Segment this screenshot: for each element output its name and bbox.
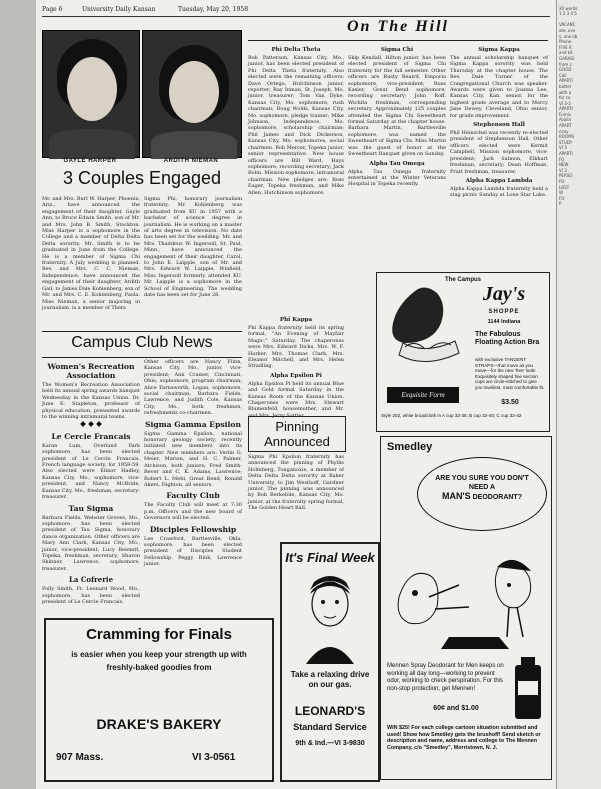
page-number: Page 6 [42,6,63,13]
drakes-ad-title: Cramming for Finals [86,626,232,643]
pk-title: Phi Kappa [279,317,313,323]
hill-column-1b: Phi Kappa Phi Kappa fraternity held its spring formal, "An Evening of Mayfair Magic," Saturday. The chaperones were Mrs. Edward Dicks, Mrs. W. F. Harker, Mrs. Thomas Clark, Mrs. Eleanor Mitchell, and Mrs. Helen Stradling. Alpha Epsilon Pi Alpha Epsilon Pi held its annual Blue and Gold formal Saturday in the Kansas Room of the Kansas Union. Chaperones were Mrs. Stewart Blumenfeld, housemother, and Mr. and Mrs. Jerry Sattler. [248,317,344,419]
ape-title: Alpha Epsilon Pi [270,372,322,379]
drakes-ad-store: DRAKE'S BAKERY [96,716,222,732]
tau-title: Tau Sigma [68,503,114,513]
lafe-title: La Cofrerie [68,575,114,585]
leonards-store: LEONARD'S [294,704,366,718]
club-news-headline: Campus Club News [71,334,213,351]
jays-campus-label: The Campus [444,277,481,283]
jays-style-line: Style 202, white broadcloth in A cup 32-36; B cup 32-40; C cup 32-42 [381,413,522,418]
df-title: Disciples Fellowship [149,524,237,534]
engaged-column-1: Mr. and Mrs. Burl W. Harper, Phoenix, Ariz., have announced the engagement of their daughter, Gayle Ann, to Bruce Edwin Smith, son of Mr. and Mrs. John B. Smith, Stockton. Miss Harper is a sophomore in the College and a member of Delta Delta Delta sorority. Mr. Smith is to be graduated in June from the College. He is a member of Sigma Chi fraternity. A July wedding is planned. Rev. and Mrs. C. C. Nieman, Independence, have announced the engagement of their daughter, Ardith Gail, to James Dale Kohlenberg, son of Mr. and Mrs. C. E. Kohlenberg, Paola. Miss Nieman, a senior majoring in journalism, is a member of Theta [42,196,140,311]
hill-column-3: Sigma Kappa The annual scholarship banquet of Sigma Kappa sorority was held Thursday at the chapter house. The Rev. Dale Turner of the Congregational Church was speaker. Awards were given to Joanna Lee, Kansas City, Kan. senior, for the highest grade average and to Mercy Jane Dewey, Cleveland, Ohio senior, for grade improvement. Stephenson Hall Phil Heinzchel was recently re-elected president of Stephenson Hall. Other officers elected were Kermit Campbell, Mission sophomore, vice-president; Jack Salmon, Elkhart freshman, secretary; Dean Hoffman, Pratt freshman, treasurer. Alpha Kappa Lambda Alpha Kappa Lambda fraternity held a stag picnic Sunday at Lone Star Lake. [450,47,548,199]
on-the-hill-headline: On The Hill [346,18,449,35]
speech-bubble [417,457,547,531]
sge-title: Sigma Gamma Epsilon [144,419,242,429]
mennen-contest: WIN $25! For each college cartoon situation submitted and used! Show how Smedley gets the brushoff! Send sketch or description and name, address and college to The Mennen Company, c/o "Smedley", Morristown, N. J. [387,725,541,751]
jays-headline: The Fabulous Floating Action Bra [475,331,540,346]
jays-price: $3.50 [501,399,519,406]
photo-gayle-harper [42,30,140,158]
leonards-sub: Standard Service [293,722,367,732]
drakes-ad-address: 907 Mass. [56,752,104,763]
deodorant-can [513,657,543,721]
drakes-bakery-ad [44,618,274,782]
hill-column-1: Phi Delta Theta Bob Patterson, Kansas City, Mo., junior, has been elected president of Phi Delta Theta fraternity. Also elected were the remaining officers: Dave Ortego, Hutchinson junior, reporter; Ray Inman, St. Joseph, Mo. junior, treasurer; Tom Van Dyke, Kansas City, Mo. sophomore, rush chairman; Doug Wolds, Kansas City, Mo. sophomore, pledge trainer; Mike Johnson, Independence, Mo. sophomore, scholarship chairman; Phil James and Dick Dickerson, Kansas City, Mo. sophomores, social chairmen. Bob Mercer, Topeka junior, senior representative. New house officers are Bill Ward, Hays sophomore, recording secretary; Jack Bolin, Mission sophomore, intramural chairman. New pledges are: Ross Eager, Topeka freshman, and Mike Allen, Hutchinson sophomore. [248,47,344,196]
wra-title: Women's Recreation Association [47,362,135,380]
issue-date: Tuesday, May 20, 1958 [178,6,249,13]
photo-caption-nieman: ARDITH NIEMAN [163,158,219,164]
jays-detail: with exclusive TANGENT STRAPS—that move as you move—for the new 'free' look! Exquisitely shaped fine section cups are circle-stitched to give you loveliest, most comfortable fit. [475,357,545,390]
pdt-title: Phi Delta Theta [271,47,321,53]
sh-title: Stephenson Hall [473,122,525,129]
leonards-headline: It's Final Week [285,550,375,565]
engaged-column-2: Sigma Phi, honorary journalism fraternity. Mr. Kohlenberg was graduated from KU in 1957 with a bachelor of science degree in journalism. He is working on a master of arts degree in television. No date has been set for the wedding. Mr. and Mrs. Thaddeus W. Ingersoll, St. Paul, Minn., have announced the engagement of their daughter, Carol, to John E. Laipple, son of Mr. and Mrs. Edward W. Laipple, Winfield. Miss Ingersoll formerly attended KU. Mr. Laipple is a sophomore in the School of Engineering. The wedding date has been set for June 28. [144,196,242,299]
leonards-ad [280,542,380,782]
leonards-address: 9th & Ind.—VI 3-9830 [295,740,365,747]
jays-shoppe-label: SHOPPE [488,309,520,315]
pinning-body: Sigma Phi Epsilon fraternity has announced the pinning of Phyllis Holmberg, Tonganoxie, a member of Delta Delta Delta sorority at Baker University, to Jim Westhoff, Gardner junior. The pinning was announced by Bob Berkebile, Kansas City, Mo. junior, at the fraternity spring formal, The Golden Heart Ball. [248,454,344,512]
smedley-cartoon [389,537,539,657]
adjacent-page-edge: 20 words 1 2 3 4 5 VACANC ate, ove s, one ob Phone FIVE R and kit GARAGI from c GOOD Call APARTI batter with a for co VI 3-3 APARTI Furnis Availa APART cony ROOMS STUDY VI 3 APARTI FO NEW VI 3 PERSO FO LOST W FO P [556,0,601,789]
newspaper-page [36,0,556,789]
mennen-price: 60¢ and $1.00 [433,705,479,712]
man-illustration [298,572,362,664]
club-column-1: Women's Recreation Association The Women's Recreation Association held its annual spring awards banquet Wednesday in the Kansas Union. Dr. June E. Stapleton, professor of physical education, presented awards to the winning intramural teams. Le Cercle Francais Karan Lum, Overland Park sophomore, has been elected president of Le Cercle Francais, French language society, for 1958-59. Also elected were Elinor Hadley, Kansas City, Mo., sophomore, vice-president, and Nancy McBride, Kansas City, Mo., freshman, secretary-treasurer. Tau Sigma Barbara Fields, Webster Groves, Mo., sophomore, has been elected president of Tau Sigma, honorary dance organization. Other officers are Mary Ann Clark, Kansas City, Mo., junior, vice-president; Lucy Bennett, Topeka, freshman, secretary; Sharon Skinner, Lawrence, sophomore, treasurer. La Cofrerie Polly Smith, Ft. Leonard Wood, Mo., sophomore, has been elected president of Le Cercle Francais. [42,362,140,605]
smedley-title: Smedley [387,441,433,453]
mennen-copy: Mennen Spray Deodorant for Men keeps on working all day long—working to prevent odor, working to check perspiration. For this non-stop protection, get Mennen! [387,663,504,692]
jays-address: 1144 Indiana [487,319,521,325]
sc-title: Sigma Chi [380,47,414,53]
sk-title: Sigma Kappa [478,47,520,53]
smedley-ad [380,436,552,780]
akl-title: Alpha Kappa Lambda [465,177,533,184]
pinning-headline: Pinning Announced [264,419,330,449]
lcf-title: Le Cercle Francais [51,431,131,441]
photo-ardith-nieman [142,30,242,158]
ato-title: Alpha Tau Omega [369,160,425,167]
fc-title: Faculty Club [166,491,220,501]
photo-caption-harper: GAYLE HARPER [63,158,117,164]
drakes-ad-body: is easier when you keep your strength up with freshly-baked goodies from [71,650,247,672]
engaged-headline: 3 Couples Engaged [62,168,222,188]
masthead [42,4,550,17]
bubble-text: ARE YOU SURE YOU DON'T NEED A MAN'S DEODORANT? [435,475,529,501]
club-column-2: Other officers are Nancy Flinn, Kansas City, Mo., junior, vice-president; Ann Cramer, Cincinnati, Ohio, sophomore, program chairman; Alice Farnsworth, Logan, sophomore, social chairman; Barbara Fields, Lawrence, and Judith Cole, Kansas City, Mo., both freshmen, refreshments co-chairmen. Sigma Gamma Epsilon Sigma Gamma Epsilon, national honorary geology society, recently initiated new members into its chapter. New members are: Verlin G. Meier, Marion, and H. C. Palmer, Atchison, both juniors; Fred Smith-Bever and C. K. Adams, Lawrence; Robert L. Mehl, Great Bend, Ronald Akers, Dighton, all seniors. Faculty Club The Faculty Club will meet at 7:30 p.m. Officers and the new board of Governors will be elected. Disciples Fellowship Lee Crawford, Bartlesville, Okla. sophomore, has been elected president of Disciples Student Fellowship. Peggy Rink, Lawrence junior. [144,359,242,568]
pinning-headline-box [248,416,346,452]
exquisite-form-logo: Exquisite Form [387,387,459,403]
scan-gutter [0,0,36,789]
drakes-ad-phone: VI 3-0561 [192,752,236,763]
jays-brand: Jay's [482,283,526,305]
jays-shoppe-ad [376,272,550,432]
bra-illustration [385,283,465,383]
hill-column-2: Sigma Chi Skip Kendall, Hilton junior, has been elected president of Sigma Chi fraternity for the fall semester. Other officers are Rusty Beaird, Emporia sophomore, vice-president; Russ Kasler, Great Bend sophomore, recording secretary; John Roff, Wichita freshman, corresponding secretary. Approximately 125 couples attended the Sigma Chi Sweetheart formal Saturday at the chapter house. Barbara Martin, Bartlesville sophomore, was named the Sweetheart of Sigma Chi. Miss Martin was the guest of honor at the Sweetheart Banquet given on Sunday. Alpha Tau Omega Alpha Tau Omega fraternity entertained at the Winter Veterans Hospital in Topeka recently. [348,47,446,188]
paper-name: University Daily Kansan [82,6,156,13]
leonards-body: Take a relaxing drive on our gas. [290,670,370,689]
